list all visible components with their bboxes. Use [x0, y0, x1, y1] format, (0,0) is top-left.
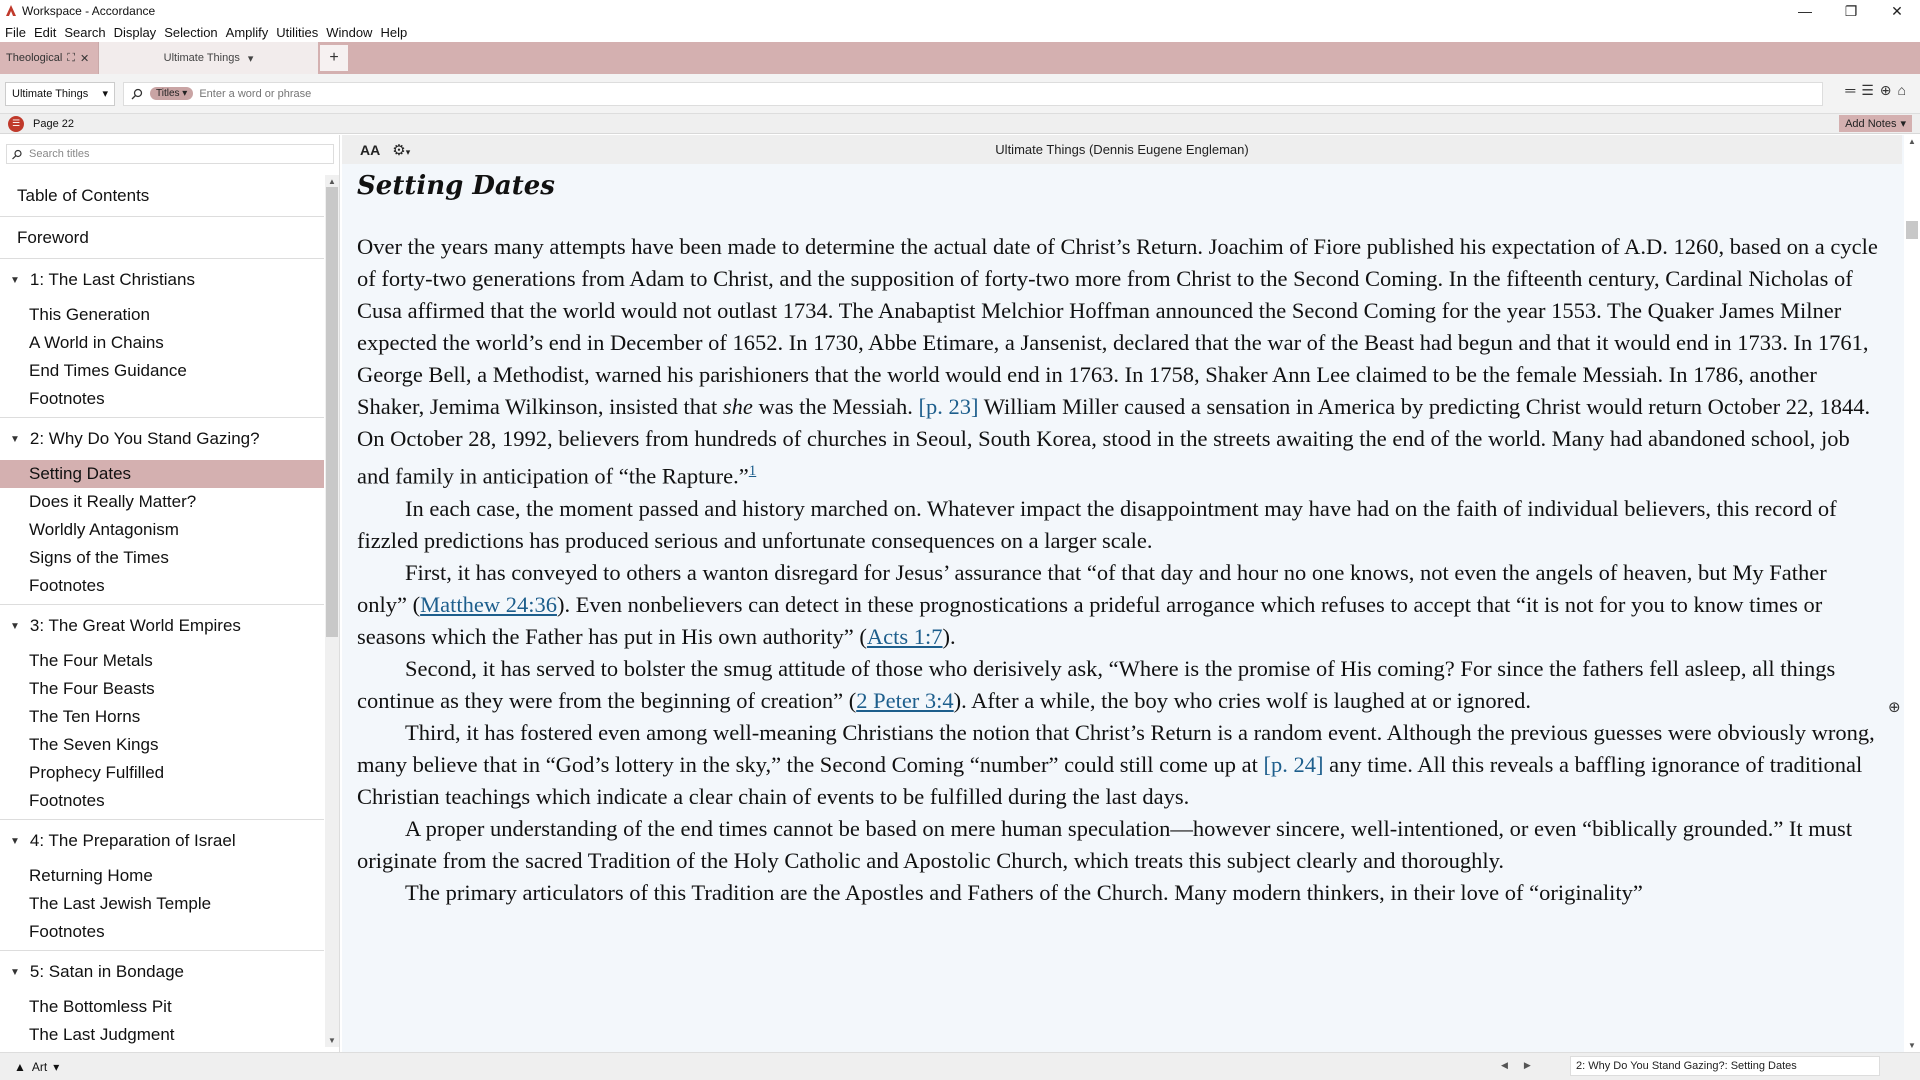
- tab-ultimate-things-label: Ultimate Things: [163, 52, 240, 64]
- toc-chapter-label: 4: The Preparation of Israel: [29, 831, 236, 850]
- menu-search[interactable]: Search: [64, 24, 106, 40]
- toc-section[interactable]: A World in Chains: [29, 333, 164, 352]
- toc-section[interactable]: Footnotes: [29, 576, 105, 595]
- art-panel-toggle[interactable]: [14, 1060, 59, 1074]
- text-run: William Miller caused a sensation in America by predicting Christ would return October 22, 1844. On October 28, 1992, believers from hundreds of churches in Seoul, South Korea, stood in the streets awaiting the end of the world. Many had abandoned school, job and family in anticipation of “the Rapture.”: [357, 394, 1871, 489]
- title-search-field[interactable]: [6, 144, 334, 164]
- page-bar: [0, 114, 1920, 134]
- search-scope-chip[interactable]: Titles ▾: [150, 87, 193, 100]
- forward-arrow-icon[interactable]: ▶: [1523, 1060, 1531, 1070]
- module-select-label: Ultimate Things: [12, 87, 89, 100]
- font-size-button[interactable]: AA: [360, 141, 381, 158]
- scroll-up-arrow-icon[interactable]: ▲: [328, 177, 336, 186]
- paragraph: [357, 557, 1882, 653]
- chevron-down-icon[interactable]: ▾: [53, 1059, 60, 1074]
- content-scrollbar-thumb[interactable]: [1906, 221, 1918, 239]
- toc-section[interactable]: End Times Guidance: [29, 361, 187, 380]
- emphasis-text: she: [722, 394, 753, 419]
- menu-file[interactable]: File: [5, 24, 26, 40]
- bottom-bar: [0, 1052, 1920, 1080]
- close-tab-icon[interactable]: ✕: [79, 52, 90, 65]
- menu-utilities[interactable]: Utilities: [276, 24, 319, 40]
- paragraph: [357, 717, 1882, 813]
- back-arrow-icon[interactable]: ◀: [1501, 1060, 1508, 1070]
- toc-scrollbar[interactable]: [325, 175, 339, 1047]
- module-select[interactable]: [5, 82, 115, 106]
- page-indicator: Page 22: [33, 117, 74, 130]
- title-bar: [0, 0, 1920, 22]
- text-run: ).: [942, 623, 956, 649]
- text-run: Over the years many attempts have been made to determine the actual date of Christ’s Return. Joachim of Fiore published his expectation of A.D. 1260, based on a cycle of forty-two generations from Adam to Christ, and the supposition of forty-two more from Christ to the Second Coming. In the fifteenth century, Cardinal Nicholas of Cusa affirmed that the world would not outlast 1734. The Anabaptist Melchior Hoffman announced the Second Coming for the year 1553. The Quaker James Milner expected the world’s end in December of 1652. In 1730, Abbe Etimare, a Jansenist, declared that the war of the Beast had begun and that it would end in 1733. In 1761, George Bell, a Methodist, warned his parishioners that the world would end in 1763. In 1758, Shaker Ann Lee claimed to be the female Messiah. In 1786, another Shaker, Jemima Wilkinson, insisted that: [357, 234, 1878, 419]
- toc-sidebar: [0, 135, 340, 1052]
- window-title: Workspace - Accordance: [22, 4, 156, 18]
- text-run: was the Messiah.: [752, 394, 919, 419]
- toc-section[interactable]: Prophecy Fulfilled: [29, 763, 165, 782]
- toc-chapter-2[interactable]: [0, 418, 324, 460]
- toc-section-selected[interactable]: Setting Dates: [0, 460, 324, 488]
- toc-chapter-group: [0, 951, 324, 1047]
- content-scrollbar[interactable]: [1904, 135, 1920, 1052]
- reading-pane-header: [342, 135, 1902, 164]
- page-reference-link[interactable]: [p. 23]: [918, 394, 979, 419]
- pane-layout-icon[interactable]: ═: [1845, 82, 1856, 98]
- location-field[interactable]: 2: Why Do You Stand Gazing?: Setting Dates: [1570, 1056, 1880, 1076]
- scripture-link[interactable]: Acts 1:7: [866, 623, 943, 649]
- paragraph: [357, 231, 1882, 493]
- chevron-down-icon: ▾: [102, 88, 108, 100]
- add-pane-icon[interactable]: ⊕: [1879, 82, 1892, 98]
- toc-chapter-label: 2: Why Do You Stand Gazing?: [29, 429, 260, 448]
- toc-chapter-5[interactable]: [0, 951, 324, 993]
- add-notes-label: Add Notes: [1845, 117, 1897, 130]
- toc-section[interactable]: Returning Home: [29, 866, 153, 885]
- table-of-contents: [0, 175, 324, 1047]
- menu-amplify[interactable]: Amplify: [225, 24, 269, 40]
- tab-ultimate-things[interactable]: [98, 42, 318, 74]
- accordance-logo-icon: [4, 4, 18, 18]
- section-title: Setting Dates: [357, 171, 555, 201]
- text-run: ). Even nonbelievers can detect in these prognostications a prideful arrogance which refuses to accept that “it is not for you to know times or seasons which the Father has put in His own authority” (: [357, 591, 1823, 649]
- toc-chapter-label: 3: The Great World Empires: [29, 616, 241, 635]
- search-icon[interactable]: [11, 149, 23, 160]
- paragraph: The primary articulators of this Tradition are the Apostles and Fathers of the Church. Many modern thinkers, in their love of “originality”: [405, 879, 1643, 905]
- close-button[interactable]: ✕: [1891, 2, 1903, 19]
- toc-section[interactable]: Does it Really Matter?: [29, 492, 197, 511]
- chevron-down-icon[interactable]: ▾: [247, 52, 254, 65]
- paragraph: [357, 653, 1882, 717]
- toc-entry-foreword[interactable]: Foreword: [0, 217, 324, 259]
- add-tab-button[interactable]: +: [320, 45, 348, 71]
- art-panel-label: Art: [31, 1059, 48, 1074]
- scroll-up-arrow-icon[interactable]: ▲: [1908, 137, 1916, 146]
- toc-chapter-group: [0, 418, 324, 605]
- toc-section[interactable]: Signs of the Times: [29, 548, 169, 567]
- resource-icon[interactable]: ☰: [8, 116, 24, 132]
- gear-icon[interactable]: ⚙▾: [392, 141, 411, 159]
- toc-chapter-label: 1: The Last Christians: [29, 270, 195, 289]
- toc-entry-table-of-contents[interactable]: Table of Contents: [0, 175, 324, 217]
- chevron-down-icon: ▾: [1900, 118, 1906, 130]
- reading-pane: [342, 135, 1920, 1052]
- toc-section[interactable]: The Ten Horns: [29, 707, 141, 726]
- maximize-button[interactable]: ❐: [1844, 2, 1858, 19]
- toc-scrollbar-thumb[interactable]: [326, 187, 338, 637]
- scripture-link[interactable]: Matthew 24:36: [420, 591, 557, 617]
- tab-theological[interactable]: [0, 42, 98, 74]
- tab-bar: [0, 42, 1920, 74]
- add-notes-button[interactable]: [1839, 115, 1912, 132]
- scroll-down-arrow-icon[interactable]: ▼: [1908, 1041, 1916, 1050]
- add-note-icon[interactable]: ⊕: [1888, 699, 1901, 716]
- paragraph: In each case, the moment passed and history marched on. Whatever impact the disappointment may have had on the faith of individual believers, this record of fizzled predictions has produced serious and unfortunate consequences on a larger scale.: [357, 495, 1837, 553]
- toc-chapter-group: [0, 605, 324, 820]
- title-search-placeholder: Search titles: [29, 148, 90, 160]
- paragraph: A proper understanding of the end times cannot be based on mere human speculation—however sincere, well-intentioned, or even “biblically grounded.” It must originate from the sacred Tradition of the Holy Catholic and Apostolic Church, which treats this subject clearly and thoroughly.: [357, 815, 1853, 873]
- toc-section[interactable]: Footnotes: [29, 922, 105, 941]
- toc-section[interactable]: The Seven Kings: [29, 735, 159, 754]
- list-view-icon[interactable]: ☰: [1861, 82, 1874, 98]
- toc-section[interactable]: The Last Jewish Temple: [29, 894, 212, 913]
- scroll-down-arrow-icon[interactable]: ▼: [328, 1036, 336, 1045]
- menu-window[interactable]: Window: [326, 24, 373, 40]
- search-field[interactable]: [123, 82, 1823, 106]
- toc-chapter-group: [0, 820, 324, 951]
- toc-section[interactable]: The Last Judgment: [29, 1025, 175, 1044]
- toc-section[interactable]: Footnotes: [29, 389, 105, 408]
- tab-theological-label: Theological: [6, 52, 63, 64]
- text-run: Third, it has fostered even among well-meaning Christians the notion that Christ’s Return is a random event. Although the previous guesses were obviously wrong, many believe that in “God’s lottery in the sky,” the Second Coming “number” could still come up at: [357, 719, 1875, 777]
- text-run: ). After a while, the boy who cries wolf is laughed at or ignored.: [953, 687, 1532, 713]
- expand-triangle-icon[interactable]: ▼: [10, 966, 20, 978]
- search-icon[interactable]: [130, 88, 144, 100]
- menu-edit[interactable]: Edit: [33, 24, 57, 40]
- text-run: Second, it has served to bolster the smug attitude of those who derisively ask, “Where is the promise of His coming? For since the fathers fell asleep, all things continue as they were from the beginning of creation” (: [357, 655, 1836, 713]
- menu-bar: [0, 22, 1920, 42]
- toc-section[interactable]: The Four Beasts: [29, 679, 155, 698]
- text-run: any time. All this reveals a baffling ignorance of traditional Christian teachings which indicate a clear chain of events to be fulfilled during the last days.: [357, 751, 1863, 809]
- toc-chapter-group: [0, 259, 324, 418]
- toc-chapter-1[interactable]: [0, 259, 324, 301]
- menu-selection[interactable]: Selection: [164, 24, 218, 40]
- menu-display[interactable]: Display: [113, 24, 157, 40]
- history-nav: [1501, 1060, 1531, 1071]
- expand-triangle-icon[interactable]: ▼: [10, 620, 20, 632]
- toc-section[interactable]: Worldly Antagonism: [29, 520, 179, 539]
- book-title: Ultimate Things (Dennis Eugene Engleman): [995, 142, 1249, 157]
- toc-chapter-label: 5: Satan in Bondage: [29, 962, 184, 981]
- footnote-link[interactable]: 1: [748, 463, 757, 479]
- text-run: First, it has conveyed to others a wanton disregard for Jesus’ assurance that “of that day and hour no one knows, not even the angels of heaven, but My Father only” (: [357, 559, 1827, 617]
- page-reference-link[interactable]: [p. 24]: [1263, 751, 1324, 777]
- search-input[interactable]: [199, 88, 799, 100]
- search-tools: [1845, 82, 1906, 99]
- home-icon[interactable]: ⌂: [1897, 82, 1906, 98]
- toc-chapter-3[interactable]: [0, 605, 324, 647]
- scripture-link[interactable]: 2 Peter 3:4: [856, 687, 954, 713]
- expand-triangle-icon[interactable]: ▼: [10, 274, 20, 286]
- toc-section[interactable]: The Four Metals: [29, 651, 153, 670]
- toc-section[interactable]: This Generation: [29, 305, 150, 324]
- minimize-button[interactable]: —: [1798, 3, 1812, 19]
- menu-help[interactable]: Help: [380, 24, 408, 40]
- window-controls: [1782, 0, 1920, 22]
- expand-icon[interactable]: ⛶: [67, 51, 75, 64]
- expand-triangle-icon[interactable]: ▼: [10, 433, 20, 445]
- expand-up-icon[interactable]: ▲: [14, 1059, 26, 1074]
- search-toolbar: [0, 74, 1920, 114]
- book-text: [342, 165, 1898, 1052]
- toc-section[interactable]: Footnotes: [29, 791, 105, 810]
- toc-chapter-4[interactable]: [0, 820, 324, 862]
- toc-section[interactable]: The Bottomless Pit: [29, 997, 172, 1016]
- expand-triangle-icon[interactable]: ▼: [10, 835, 20, 847]
